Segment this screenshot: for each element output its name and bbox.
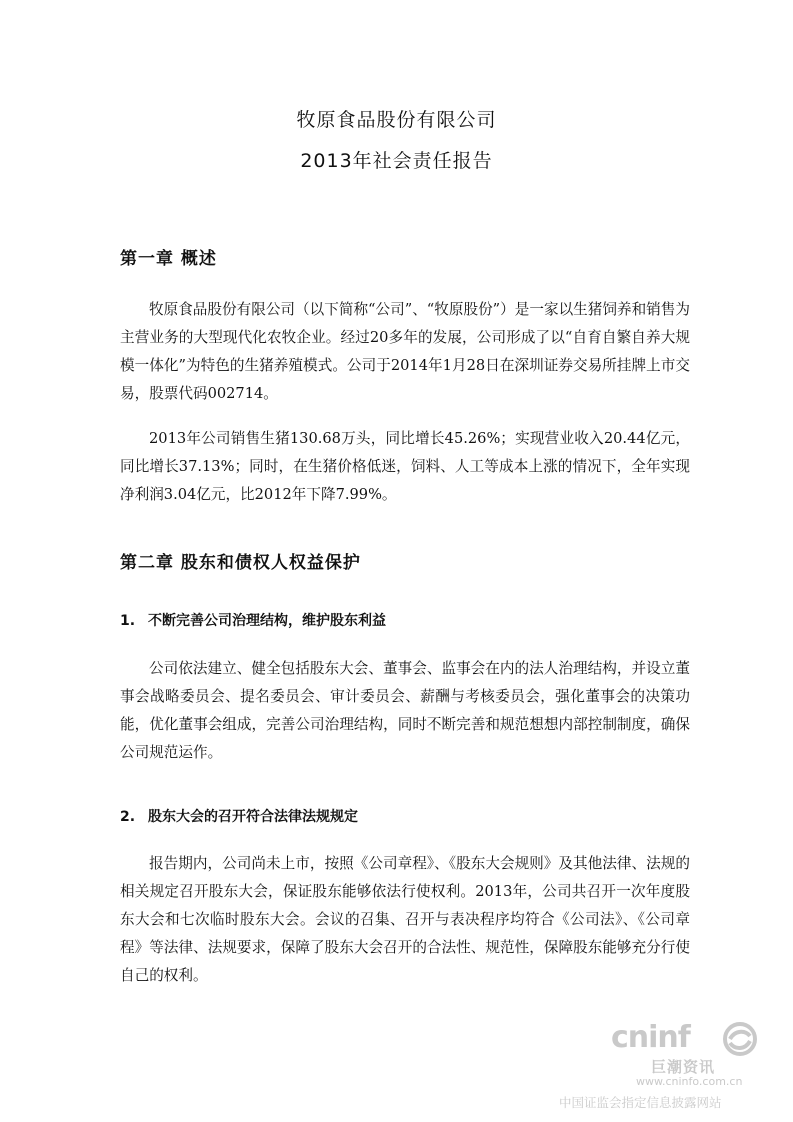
section-1-paragraph: 公司依法建立、健全包括股东大会、董事会、监事会在内的法人治理结构，并设立董事会战略委员会、提名委员会、审计委员会、薪酬与考核委员会，强化董事会的决策功能，优化董事会组成，完善公司治理结构，同时不断完善和规范想想内部控制制度，确保公司规范运作。	[120, 660, 690, 761]
chapter-1-paragraph-2: 2013年公司销售生猪130.68万头，同比增长45.26%；实现营业收入20.44亿元，同比增长37.13%；同时，在生猪价格低迷，饲料、人工等成本上涨的情况下，全年实现净利润3.04亿元，比2012年下降7.99%。	[120, 430, 690, 503]
section-1-heading	[120, 610, 386, 630]
company-name-title: 牧原食品股份有限公司	[296, 109, 497, 131]
chapter-2-heading: 第二章 股东和债权人权益保护	[120, 553, 361, 573]
watermark-logo-text: cninf	[611, 1020, 690, 1055]
section-2-heading	[120, 806, 358, 826]
watermark-url: www.cninfo.com.cn	[636, 1075, 743, 1088]
cninfo-logo-icon	[723, 1022, 757, 1056]
section-2-paragraph: 报告期内，公司尚未上市，按照《公司章程》、《股东大会规则》及其他法律、法规的相关规定召开股东大会，保证股东能够依法行使权利。2013年，公司共召开一次年度股东大会和七次临时股东大会。会议的召集、召开与表决程序均符合《公司法》、《公司章程》等法律、法规要求，保障了股东大会召开的合法性、规范性，保障股东能够充分行使自己的权利。	[120, 855, 690, 984]
cninfo-watermark	[533, 1002, 793, 1122]
section-2-title: 股东大会的召开符合法律法规规定	[148, 809, 358, 825]
section-1-number: 1.	[120, 613, 136, 629]
chapter-1-paragraph-1: 牧原食品股份有限公司（以下简称“公司”、“牧原股份”）是一家以生猪饲养和销售为主营业务的大型现代化农牧企业。经过20多年的发展，公司形成了以“自育自繁自养大规模一体化”为特色的生猪养殖模式。公司于2014年1月28日在深圳证券交易所挂牌上市交易，股票代码002714。	[120, 301, 690, 402]
watermark-name: 巨潮资讯	[651, 1058, 716, 1076]
section-2-number: 2.	[120, 809, 136, 825]
chapter-1-heading: 第一章 概述	[120, 249, 217, 269]
report-title: 2013年社会责任报告	[300, 150, 493, 172]
watermark-slogan: 中国证监会指定信息披露网站	[559, 1095, 722, 1110]
section-1-title: 不断完善公司治理结构，维护股东利益	[148, 613, 386, 629]
